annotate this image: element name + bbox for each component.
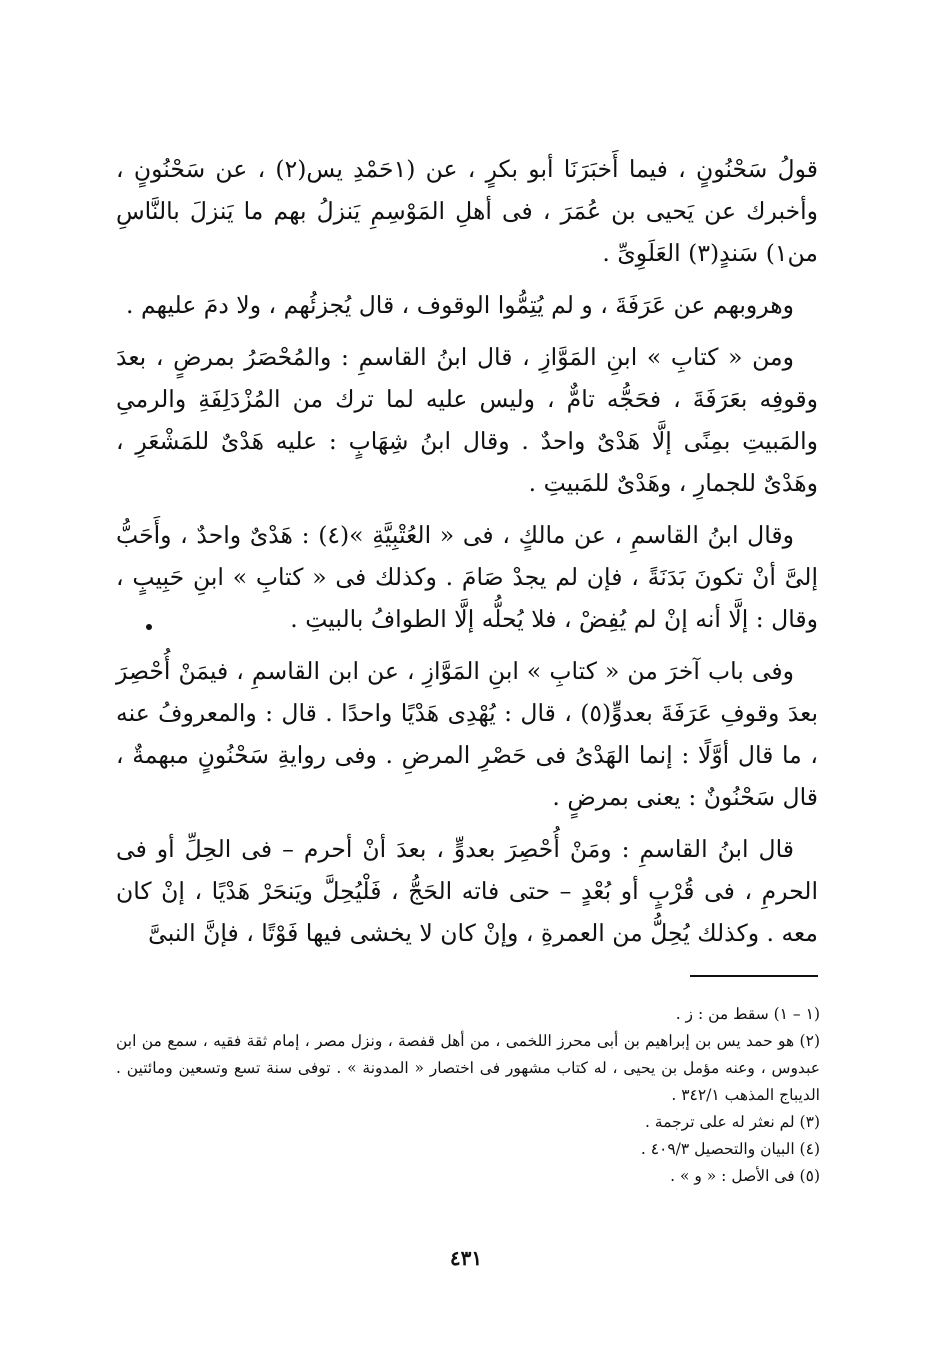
footnote: (٥) فى الأصل : « و » . <box>670 1167 820 1185</box>
footnote: (١ – ١) سقط من : ز . <box>675 1005 820 1023</box>
footnote-divider <box>690 975 818 977</box>
main-paragraph: قال ابنُ القاسمِ : ومَنْ أُحْصِرَ بعدوٍّ ، بعدَ أنْ أحرم – فى الحِلِّ أو فى الحرمِ ، فى قُرْبٍ أو بُعْدٍ – حتى فاته الحَجُّ ، فَلْيُحِلَّ ويَنحَرْ هَدْيًا ، إنْ كان معه . وكذلك يُحِلُّ من العمرةِ ، وإنْ كان لا يخشى فيها فَوْتًا ، فإنَّ النبىَّ <box>116 835 818 947</box>
main-paragraph: قولُ سَحْنُونٍ ، فيما أَخبَرَنَا أبو بكرٍ ، عن (١حَمْدِ يس(٢) ، عن سَحْنُونٍ ، وأخبرك عن يَحيى بن عُمَرَ ، فى أهلِ المَوْسِمِ يَنزلُ بهم ما يَنزلَ بالنَّاسِ من١) سَندٍ(٣) العَلَوِىِّ . <box>116 155 818 267</box>
margin-dot-mark <box>146 624 152 630</box>
footnotes-section <box>116 1001 820 1190</box>
main-paragraph: وقال ابنُ القاسمِ ، عن مالكٍ ، فى « العُتْبِيَّةِ »(٤) : هَدْىٌ واحدٌ ، وأَحَبُّ إلىَّ أنْ تكونَ بَدَنَةً ، فإن لم يجدْ صَامَ . وكذلك فى « كتابِ » ابنِ حَبِيبٍ ، وقال : إلَّا أنه إنْ لم يُفِضْ ، فلا يُحلُّه إلَّا الطوافُ بالبيتِ . <box>116 521 818 633</box>
main-paragraph: وهروبهم عن عَرَفَةَ ، و لم يُتِمُّوا الوقوف ، قال يُجزئُهم ، ولا دمَ عليهم . <box>126 291 794 319</box>
main-text-body <box>116 148 818 964</box>
footnote: (٤) البيان والتحصيل ٤٠٩/٣ . <box>640 1140 820 1158</box>
page-number: ٤٣١ <box>449 1246 483 1270</box>
main-paragraph: ومن « كتابِ » ابنِ المَوَّازِ ، قال ابنُ القاسمِ : والمُحْصَرُ بمرضٍ ، بعدَ وقوفِه بعَرَفَةَ ، فحَجُّه تامٌّ ، وليس عليه لما ترك من المُزْدَلِفَةِ والرمىِ والمَبيتِ بمِنًى إلَّا هَدْىٌ واحدٌ . وقال ابنُ شِهَابٍ : عليه هَدْىٌ للمَشْعَرِ ، وهَدْىٌ للجمارِ ، وهَدْىٌ للمَبيتِ . <box>116 343 818 497</box>
footnote: (٣) لم نعثر له على ترجمة . <box>644 1113 820 1131</box>
main-paragraph: وفى باب آخرَ من « كتابِ » ابنِ المَوَّازِ ، عن ابن القاسمِ ، فيمَنْ أُحْصِرَ بعدَ وقوفِ عَرَفَةَ بعدوٍّ(٥) ، قال : يُهْدِى هَدْيًا واحدًا . قال : والمعروفُ عنه ، ما قال أوَّلًا : إنما الهَدْىُ فى حَصْرِ المرضِ . وفى روايةِ سَحْنُونٍ مبهمةٌ ، قال سَحْنُونٌ : يعنى بمرضٍ . <box>116 657 818 811</box>
footnote: (٢) هو حمد يس بن إبراهيم بن أبى محرز اللخمى ، من أهل قفصة ، ونزل مصر ، إمام ثقة فقيه ، سمع من ابن عبدوس ، وعنه مؤمل بن يحيى ، له كتاب مشهور فى اختصار « المدونة » . توفى سنة تسع وتسعين ومائتين . الديباج المذهب ٣٤٢/١ . <box>116 1032 820 1104</box>
